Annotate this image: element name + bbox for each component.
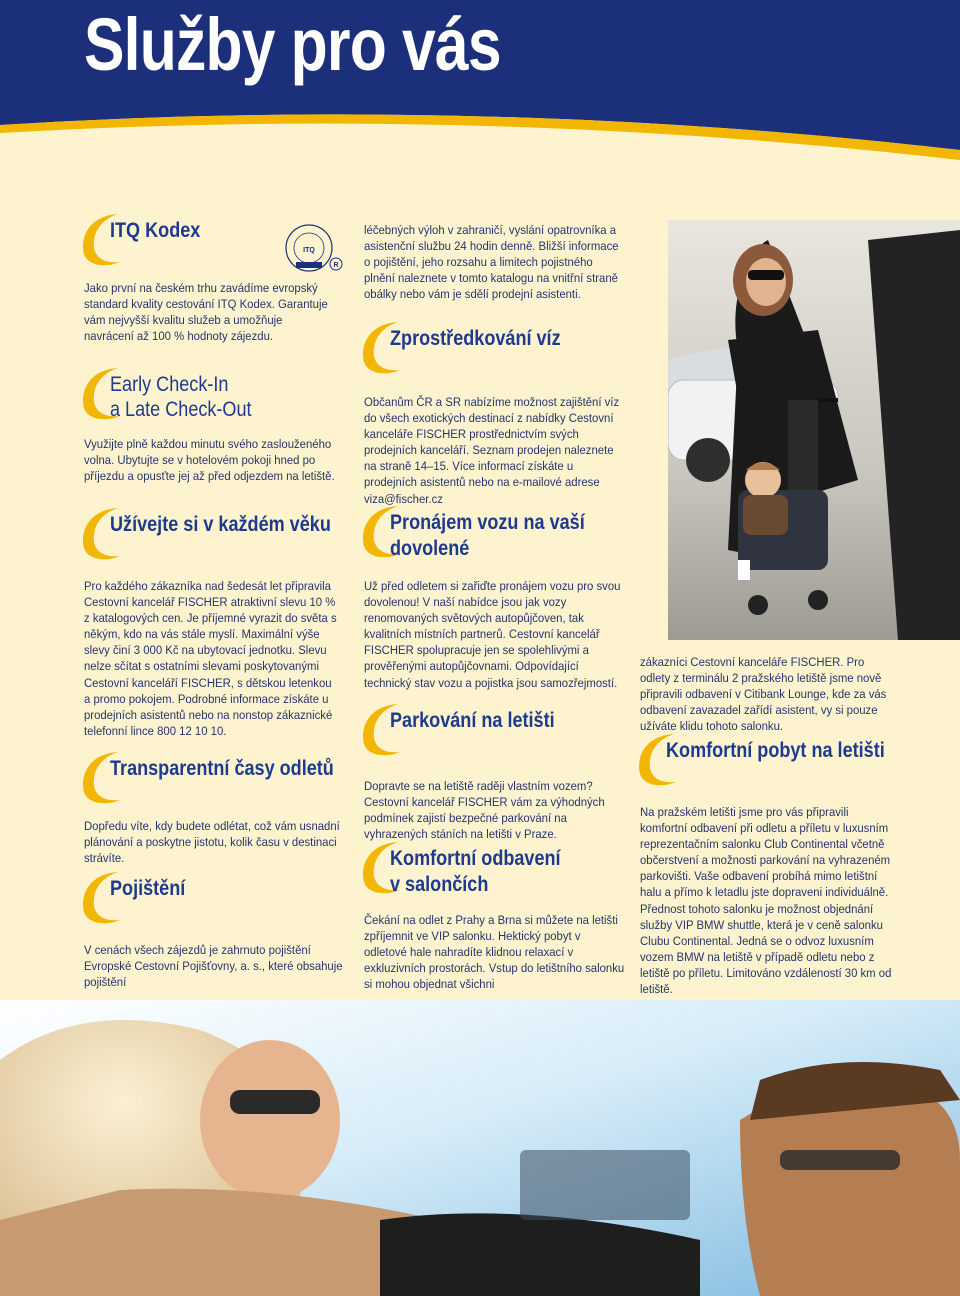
section-text: Využijte plně každou minutu svého zaslouženého volna. Ubytujte se v hotelovém pokoji hned po příjezdu a opusťte jej až před odjezdem na letiště. bbox=[84, 437, 335, 484]
airport-family-photo bbox=[668, 220, 960, 640]
section-flight-times bbox=[84, 756, 364, 866]
section-text: Občanům ČR a SR nabízíme možnost zajištění víz do všech exotických destinací z nabídky Cestovní kanceláře FISCHER prostřednictvím svých prodejních kanceláří. Seznam prodejen naleznete na straně 14–15. Více informací získáte u prodejních asistentů nebo na e-mailové adrese viza@fischer.cz bbox=[364, 395, 620, 506]
section-text: V cenách všech zájezdů je zahrnuto pojištění Evropské Cestovní Pojišťovny, a. s., které obsahuje pojištění bbox=[84, 943, 343, 990]
section-airport-comfort bbox=[640, 738, 910, 997]
svg-text:R: R bbox=[333, 262, 339, 269]
itq-logo bbox=[284, 222, 346, 283]
section-text: Na pražském letišti jsme pro vás připravili komfortní odbavení při odletu a příletu v luxusním reprezentačním salonku Club Continental včetně občerstvení a možnosti parkování na vyhrazeném parkovišti. Vaše odbavení probíhá mimo letištní halu a přímo k letadlu jste dopraveni individuálně. Přednost tohoto salonku je možnost objednání služby VIP BMW shuttle, která je v ceně salonku Clubu Continental. Jedná se o odvoz luxusním vozem BMW na letiště v případě odletu nebo z letiště po příletu. Limitováno vzdáleností 30 km od letiště. bbox=[640, 805, 892, 997]
section-title: Parkování na letišti bbox=[390, 709, 555, 732]
svg-text:ITQ: ITQ bbox=[303, 247, 315, 254]
airport-family-illustration bbox=[668, 220, 960, 640]
section-lounge bbox=[364, 846, 634, 992]
section-title-line1: Pronájem vozu na vaší bbox=[390, 511, 585, 534]
page-header bbox=[0, 0, 960, 160]
section-text: Pro každého zákazníka nad šedesát let připravila Cestovní kancelář FISCHER atraktivní slevu 10 % z katalogových cen. Je příjemné vyrazit do světa s někým, kdo na vás stále myslí. Maximální výše slevy činí 3 000 Kč na ubytovací jednotku. Slevu nelze sčítat s ostatními slevami poskytovanými Cestovní kanceláří FISCHER, s dětskou letenkou a promo pokojem. Podrobné informace získáte u prodejních asistentů nebo na nonstop zákaznické telefonní lince 800 12 10 10. bbox=[84, 579, 337, 738]
section-text: Dopravte se na letiště raději vlastním vozem? Cestovní kancelář FISCHER vám za výhodných podmínek zajistí bezpečné parkování na vyhrazených stáních na letišti v Praze. bbox=[364, 779, 605, 842]
section-title: Transparentní časy odletů bbox=[110, 757, 334, 780]
itq-logo-icon bbox=[284, 222, 346, 278]
section-age-discount bbox=[84, 512, 354, 739]
section-title: Pojištění bbox=[110, 877, 186, 900]
section-insurance bbox=[84, 876, 364, 990]
section-title: Zprostředkování víz bbox=[390, 327, 561, 350]
page-title: Služby pro vás bbox=[84, 3, 501, 86]
section-parking bbox=[364, 708, 634, 842]
section-text: Dopředu víte, kdy budete odlétat, což vám usnadní plánování a poskytne jistotu, kolik času v destinaci strávíte. bbox=[84, 819, 340, 866]
section-text: Už před odletem si zařiďte pronájem vozu pro svou dovolenou! V naší nabídce jsou jak vozy renomovaných světových autopůjčoven, tak kvalitních místních partnerů. Cestovní kancelář FISCHER spolupracuje jen se spolehlivými a prověřenými autopůjčovnami. Odpovídající technický stav vozu a pojistka jsou samozřejmostí. bbox=[364, 579, 621, 690]
section-title-line2: v salončích bbox=[390, 873, 489, 896]
section-car-rental bbox=[364, 510, 634, 691]
section-title: Komfortní pobyt na letišti bbox=[666, 739, 885, 762]
section-title-line1: Early Check-In bbox=[110, 373, 229, 396]
convertible-couple-illustration bbox=[0, 1000, 960, 1296]
section-text: léčebných výloh v zahraničí, vyslání opatrovníka a asistenční službu 24 hodin denně. Bližší informace o pojištění, jeho rozsahu a limitech pojistného plnění naleznete v tomto katalogu na vnitřní straně obálky nebo vám je sdělí prodejní asistenti. bbox=[364, 223, 619, 302]
section-text: zákazníci Cestovní kanceláře FISCHER. Pro odlety z terminálu 2 pražského letiště jsme nově připravili odbavení v Citibank Lounge, kde za vás odbavení zavazadel zařídí asistent, vy si pouze užíváte klidu tohoto salonku. bbox=[640, 655, 887, 734]
section-title-line2: dovolené bbox=[390, 537, 470, 560]
convertible-couple-photo bbox=[0, 1000, 960, 1296]
section-title: Užívejte si v každém věku bbox=[110, 513, 331, 536]
section-visa bbox=[364, 326, 634, 507]
section-early-checkin bbox=[84, 372, 354, 484]
section-text: Jako první na českém trhu zavádíme evropský standard kvality cestování ITQ Kodex. Garantuje vám nejvyšší kvalitu služeb a umožňuje navrácení až 100 % hodnoty zájezdu. bbox=[84, 281, 328, 344]
section-title: ITQ Kodex bbox=[110, 219, 201, 242]
section-text: Čekání na odlet z Prahy a Brna si můžete na letišti zpříjemnit ve VIP salonku. Hektický pobyt v odletové hale nahradíte klidnou relaxací v exkluzivních prostorách. Vstup do letištního salonku si mohou objednat všichni bbox=[364, 913, 625, 992]
section-insurance-continued bbox=[364, 222, 634, 302]
section-lounge-continued bbox=[640, 654, 900, 734]
section-title-line1: Komfortní odbavení bbox=[390, 847, 561, 870]
section-title-line2: a Late Check-Out bbox=[110, 398, 252, 421]
